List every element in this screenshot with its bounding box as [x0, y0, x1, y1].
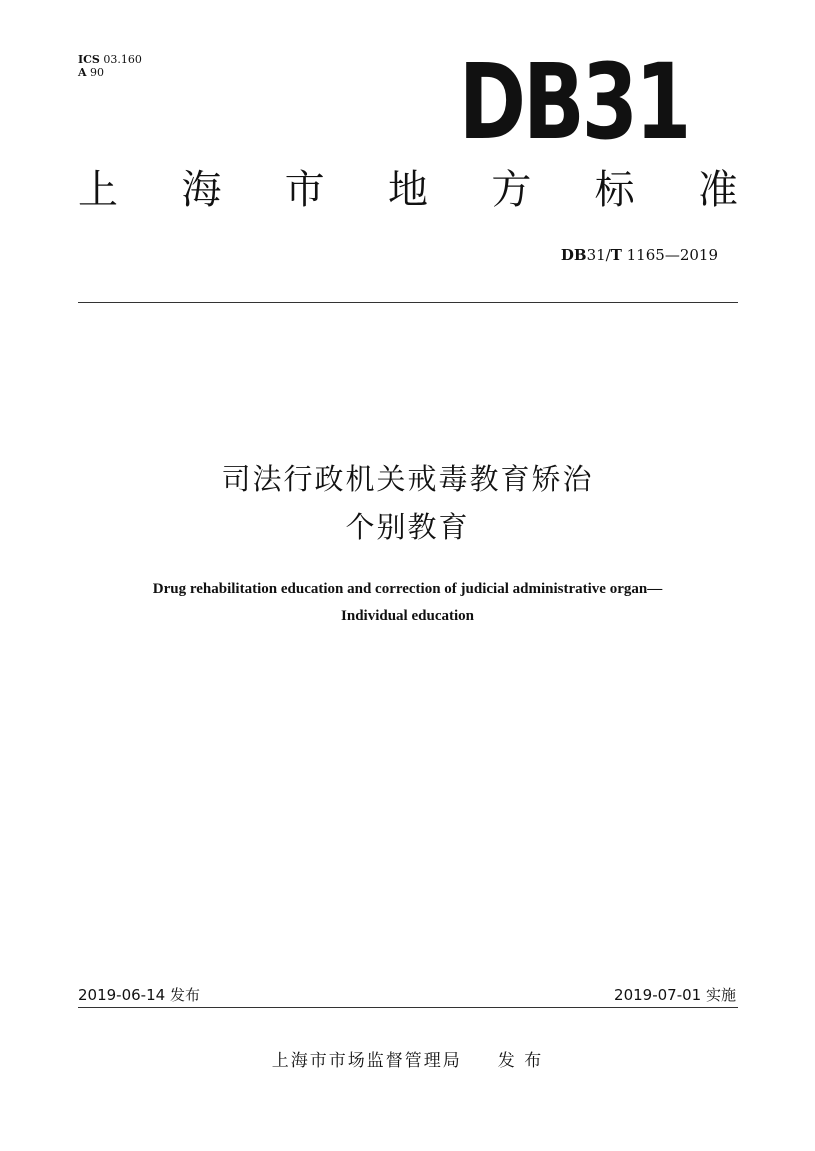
- standard-number-code: 1165—2019: [621, 246, 718, 264]
- standard-number-rest: 31/: [586, 246, 611, 264]
- document-title-en-line2: Individual education: [341, 608, 474, 624]
- standard-type-char: 标: [594, 167, 635, 213]
- standard-number-t: T: [610, 246, 622, 264]
- standard-type-char: 地: [387, 167, 428, 213]
- publisher-line: [0, 1046, 815, 1071]
- publisher-name: 上海市市场监督管理局: [271, 1051, 462, 1071]
- ccs-line: [78, 66, 142, 79]
- document-title-en-line1: Drug rehabilitation education and correction of judicial administrative organ—: [152, 581, 663, 597]
- document-title-en: [0, 576, 815, 630]
- standard-type-char: 方: [491, 167, 532, 213]
- ics-label: ICS: [78, 53, 100, 66]
- ics-line: [78, 53, 142, 66]
- top-divider: [78, 302, 738, 303]
- issue-date: 2019-06-14 发布: [78, 986, 200, 1004]
- implementation-date: 2019-07-01 实施: [614, 986, 736, 1004]
- standard-type-title: [78, 166, 738, 214]
- standard-type-char: 准: [697, 167, 738, 213]
- ccs-code: 90: [90, 66, 105, 79]
- standard-type-char: 海: [181, 167, 222, 213]
- ics-code: 03.160: [103, 53, 142, 66]
- standard-type-char: 市: [284, 167, 325, 213]
- document-title-cn-line2: 个别教育: [345, 510, 470, 544]
- document-title-cn: [0, 455, 815, 551]
- db31-logo: DB31: [458, 41, 688, 163]
- document-title-cn-line1: 司法行政机关戒毒教育矫治: [221, 462, 594, 496]
- ccs-label: A: [78, 66, 87, 79]
- classification-codes: [78, 53, 142, 79]
- standard-number: [561, 246, 718, 264]
- standard-type-char: 上: [78, 167, 118, 213]
- standard-number-prefix: DB: [560, 246, 587, 264]
- bottom-divider: [78, 1007, 738, 1008]
- publish-action: 发 布: [497, 1051, 544, 1071]
